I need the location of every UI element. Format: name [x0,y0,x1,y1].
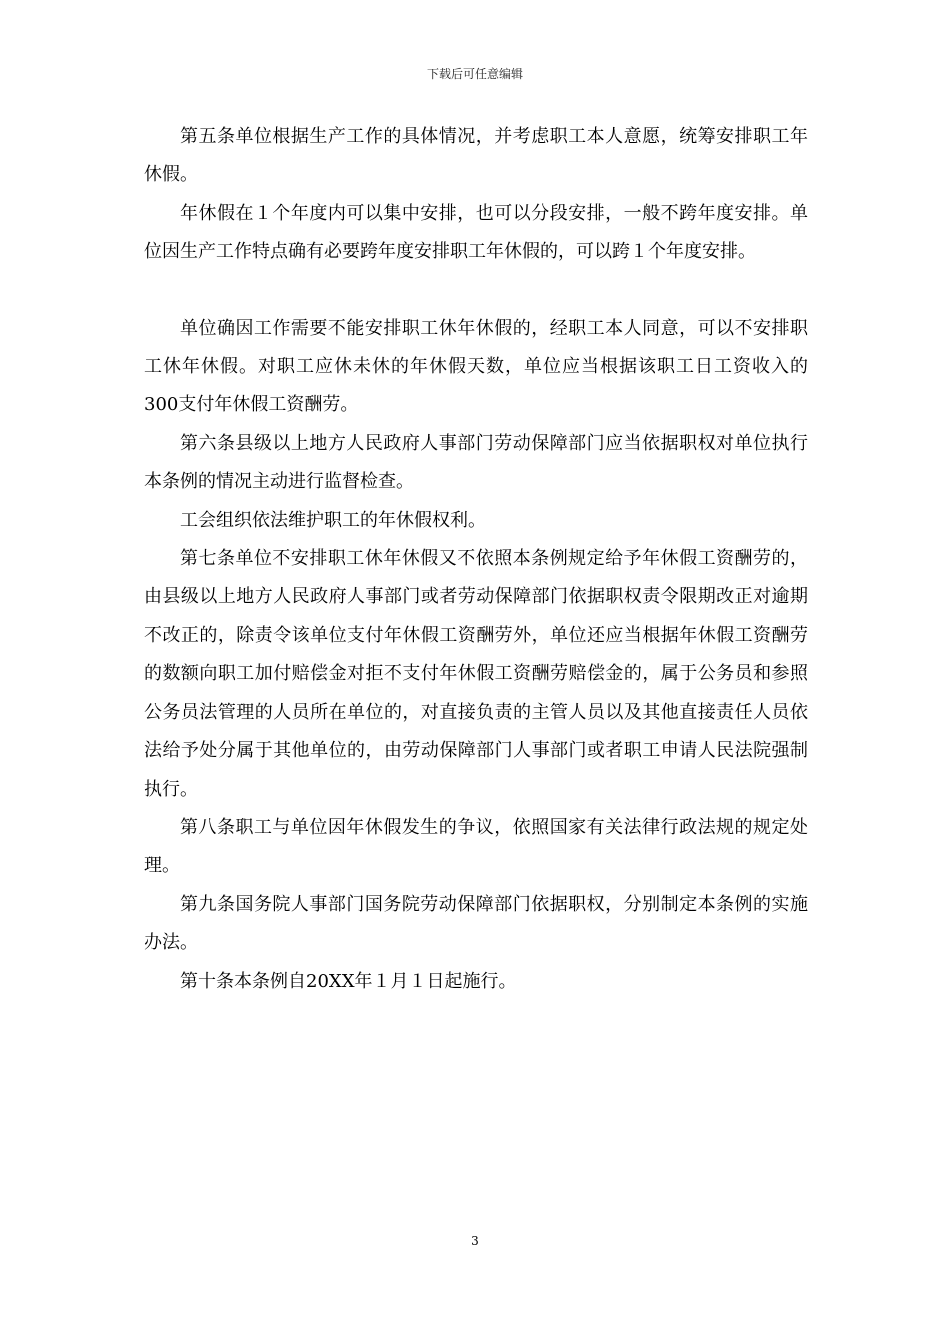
page-number: 3 [471,1234,479,1248]
paragraph-article-6: 第六条县级以上地方人民政府人事部门劳动保障部门应当依据职权对单位执行本条例的情况主动进行监督检查。 [144,432,808,493]
paragraph-article-8: 第八条职工与单位因年休假发生的争议，依照国家有关法律行政法规的规定处理。 [144,816,808,877]
paragraph-unused-leave-pay: 单位确因工作需要不能安排职工休年休假的，经职工本人同意，可以不安排职工休年休假。对职工应休未休的年休假天数，单位应当根据该职工日工资收入的300支付年休假工资酬劳。 [144,317,808,416]
document-body [144,118,808,1001]
paragraph-annual-leave-arrangement: 年休假在１个年度内可以集中安排，也可以分段安排，一般不跨年度安排。单位因生产工作特点确有必要跨年度安排职工年休假的，可以跨１个年度安排。 [144,202,808,263]
page-header: 下载后可任意编辑 [426,67,523,81]
paragraph-trade-union: 工会组织依法维护职工的年休假权利。 [180,509,486,531]
paragraph-article-5: 第五条单位根据生产工作的具体情况，并考虑职工本人意愿，统筹安排职工年休假。 [144,126,808,186]
paragraph-article-9: 第九条国务院人事部门国务院劳动保障部门依据职权，分别制定本条例的实施办法。 [144,893,808,954]
paragraph-article-7: 第七条单位不安排职工休年休假又不依照本条例规定给予年休假工资酬劳的，由县级以上地方人民政府人事部门或者劳动保障部门依据职权责令限期改正对逾期不改正的，除责令该单位支付年休假工资酬劳外，单位还应当根据年休假工资酬劳的数额向职工加付赔偿金对拒不支付年休假工资酬劳赔偿金的，属于公务员和参照公务员法管理的人员所在单位的，对直接负责的主管人员以及其他直接责任人员依法给予处分属于其他单位的，由劳动保障部门人事部门或者职工申请人民法院强制执行。 [144,548,808,800]
paragraph-article-10: 第十条本条例自20XX年１月１日起施行。 [180,970,517,992]
